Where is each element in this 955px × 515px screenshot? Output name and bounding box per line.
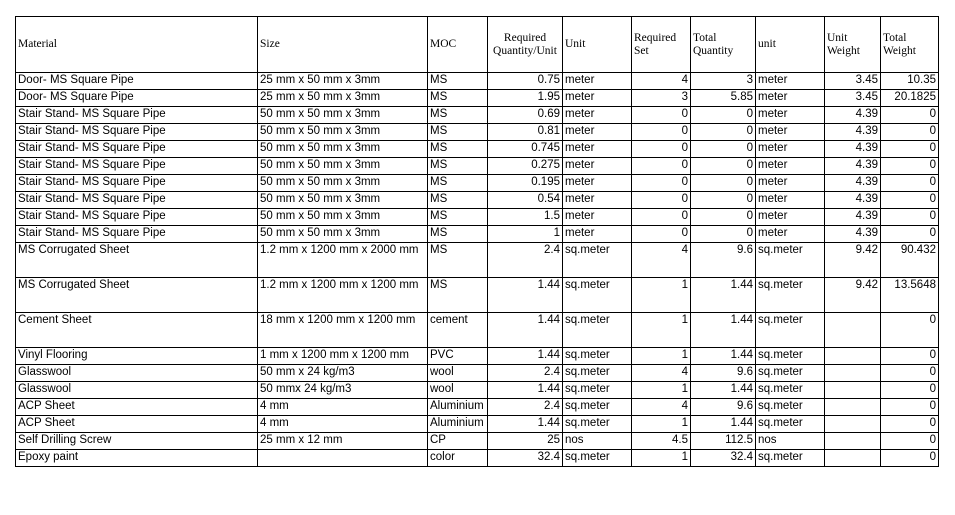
header-total-weight: Total Weight (881, 17, 939, 73)
moc-cell: MS (428, 278, 488, 313)
total-weight-cell: 0 (881, 175, 939, 192)
table-row (16, 365, 939, 382)
total-quantity-cell: 0 (691, 209, 756, 226)
moc-cell: PVC (428, 348, 488, 365)
total-weight-cell: 0 (881, 107, 939, 124)
unit-weight-cell (825, 416, 881, 433)
total-weight-cell: 0 (881, 158, 939, 175)
required-quantity-cell: 0.745 (488, 141, 563, 158)
required-quantity-cell: 1.44 (488, 382, 563, 399)
size-cell: 50 mm x 50 mm x 3mm (258, 192, 428, 209)
table-row (16, 226, 939, 243)
moc-cell: MS (428, 243, 488, 278)
required-quantity-cell: 1.95 (488, 90, 563, 107)
material-cell: Epoxy paint (16, 450, 258, 467)
total-quantity-cell: 1.44 (691, 416, 756, 433)
unit-weight-cell: 4.39 (825, 124, 881, 141)
required-set-cell: 4 (632, 365, 691, 382)
required-set-cell: 3 (632, 90, 691, 107)
total-quantity-cell: 0 (691, 141, 756, 158)
moc-cell: MS (428, 124, 488, 141)
total-quantity-cell: 9.6 (691, 399, 756, 416)
total-quantity-cell: 0 (691, 124, 756, 141)
table-row (16, 158, 939, 175)
total-quantity-cell: 1.44 (691, 348, 756, 365)
total-quantity-cell: 3 (691, 73, 756, 90)
header-size: Size (258, 17, 428, 73)
required-quantity-cell: 32.4 (488, 450, 563, 467)
total-quantity-cell: 0 (691, 226, 756, 243)
header-moc: MOC (428, 17, 488, 73)
table-row (16, 192, 939, 209)
material-cell: Glasswool (16, 382, 258, 399)
unit-cell: meter (563, 175, 632, 192)
material-cell: ACP Sheet (16, 399, 258, 416)
unit-cell: sq.meter (563, 348, 632, 365)
unit-2-cell: meter (756, 226, 825, 243)
header-required-set: Required Set (632, 17, 691, 73)
material-cell: Glasswool (16, 365, 258, 382)
unit-2-cell: sq.meter (756, 313, 825, 348)
unit-2-cell: sq.meter (756, 450, 825, 467)
material-cell: Stair Stand- MS Square Pipe (16, 158, 258, 175)
table-row (16, 107, 939, 124)
unit-weight-cell: 9.42 (825, 278, 881, 313)
unit-weight-cell: 3.45 (825, 90, 881, 107)
unit-2-cell: meter (756, 124, 825, 141)
moc-cell: MS (428, 158, 488, 175)
header-material: Material (16, 17, 258, 73)
required-quantity-cell: 0.195 (488, 175, 563, 192)
unit-2-cell: meter (756, 175, 825, 192)
table-row (16, 416, 939, 433)
material-cell: Vinyl Flooring (16, 348, 258, 365)
required-set-cell: 1 (632, 450, 691, 467)
unit-cell: meter (563, 124, 632, 141)
total-quantity-cell: 0 (691, 175, 756, 192)
moc-cell: MS (428, 209, 488, 226)
total-quantity-cell: 0 (691, 158, 756, 175)
unit-cell: sq.meter (563, 313, 632, 348)
total-weight-cell: 0 (881, 141, 939, 158)
total-quantity-cell: 9.6 (691, 365, 756, 382)
size-cell: 50 mm x 50 mm x 3mm (258, 124, 428, 141)
unit-weight-cell: 4.39 (825, 226, 881, 243)
total-weight-cell: 0 (881, 226, 939, 243)
unit-weight-cell (825, 433, 881, 450)
header-total-quantity: Total Quantity (691, 17, 756, 73)
unit-cell: sq.meter (563, 450, 632, 467)
table-row (16, 278, 939, 313)
material-cell: Stair Stand- MS Square Pipe (16, 192, 258, 209)
unit-2-cell: meter (756, 192, 825, 209)
unit-cell: meter (563, 107, 632, 124)
required-quantity-cell: 25 (488, 433, 563, 450)
unit-cell: meter (563, 226, 632, 243)
table-row (16, 450, 939, 467)
moc-cell: cement (428, 313, 488, 348)
table-row (16, 73, 939, 90)
total-quantity-cell: 1.44 (691, 313, 756, 348)
material-cell: Stair Stand- MS Square Pipe (16, 175, 258, 192)
unit-weight-cell: 4.39 (825, 158, 881, 175)
total-weight-cell: 0 (881, 433, 939, 450)
unit-cell: sq.meter (563, 399, 632, 416)
material-cell: ACP Sheet (16, 416, 258, 433)
header-row (16, 17, 939, 73)
unit-cell: meter (563, 141, 632, 158)
table-row (16, 243, 939, 278)
required-quantity-cell: 0.75 (488, 73, 563, 90)
moc-cell: MS (428, 175, 488, 192)
material-table (15, 16, 939, 467)
material-cell: Cement Sheet (16, 313, 258, 348)
header-unit: Unit (563, 17, 632, 73)
moc-cell: MS (428, 141, 488, 158)
table-row (16, 348, 939, 365)
material-cell: Stair Stand- MS Square Pipe (16, 141, 258, 158)
size-cell: 1.2 mm x 1200 mm x 1200 mm (258, 278, 428, 313)
size-cell: 50 mm x 24 kg/m3 (258, 365, 428, 382)
unit-2-cell: sq.meter (756, 382, 825, 399)
unit-cell: meter (563, 192, 632, 209)
required-set-cell: 1 (632, 416, 691, 433)
table-row (16, 124, 939, 141)
moc-cell: Aluminium (428, 416, 488, 433)
required-set-cell: 0 (632, 158, 691, 175)
material-cell: Stair Stand- MS Square Pipe (16, 124, 258, 141)
size-cell: 4 mm (258, 399, 428, 416)
required-quantity-cell: 2.4 (488, 365, 563, 382)
size-cell: 25 mm x 12 mm (258, 433, 428, 450)
required-set-cell: 0 (632, 175, 691, 192)
table-row (16, 90, 939, 107)
unit-cell: meter (563, 209, 632, 226)
unit-2-cell: nos (756, 433, 825, 450)
unit-cell: sq.meter (563, 243, 632, 278)
unit-2-cell: sq.meter (756, 278, 825, 313)
unit-2-cell: sq.meter (756, 416, 825, 433)
total-weight-cell: 13.5648 (881, 278, 939, 313)
unit-cell: sq.meter (563, 382, 632, 399)
unit-weight-cell (825, 450, 881, 467)
size-cell: 18 mm x 1200 mm x 1200 mm (258, 313, 428, 348)
table-row (16, 399, 939, 416)
total-weight-cell: 0 (881, 124, 939, 141)
total-weight-cell: 0 (881, 382, 939, 399)
total-quantity-cell: 112.5 (691, 433, 756, 450)
total-quantity-cell: 5.85 (691, 90, 756, 107)
total-weight-cell: 20.1825 (881, 90, 939, 107)
unit-weight-cell (825, 382, 881, 399)
unit-cell: meter (563, 158, 632, 175)
table-row (16, 382, 939, 399)
unit-cell: sq.meter (563, 278, 632, 313)
unit-cell: sq.meter (563, 416, 632, 433)
required-quantity-cell: 1 (488, 226, 563, 243)
total-quantity-cell: 9.6 (691, 243, 756, 278)
required-quantity-cell: 1.44 (488, 313, 563, 348)
unit-2-cell: meter (756, 90, 825, 107)
material-cell: Stair Stand- MS Square Pipe (16, 209, 258, 226)
unit-weight-cell (825, 399, 881, 416)
size-cell: 50 mm x 50 mm x 3mm (258, 141, 428, 158)
total-weight-cell: 0 (881, 209, 939, 226)
total-weight-cell: 0 (881, 192, 939, 209)
required-set-cell: 0 (632, 209, 691, 226)
required-set-cell: 0 (632, 124, 691, 141)
material-cell: Stair Stand- MS Square Pipe (16, 226, 258, 243)
moc-cell: color (428, 450, 488, 467)
total-quantity-cell: 1.44 (691, 278, 756, 313)
material-cell: Stair Stand- MS Square Pipe (16, 107, 258, 124)
total-weight-cell: 0 (881, 348, 939, 365)
unit-weight-cell: 4.39 (825, 107, 881, 124)
material-cell: Self Drilling Screw (16, 433, 258, 450)
required-quantity-cell: 0.54 (488, 192, 563, 209)
unit-weight-cell: 3.45 (825, 73, 881, 90)
size-cell: 50 mm x 50 mm x 3mm (258, 107, 428, 124)
unit-2-cell: meter (756, 158, 825, 175)
size-cell: 50 mm x 50 mm x 3mm (258, 209, 428, 226)
size-cell: 50 mmx 24 kg/m3 (258, 382, 428, 399)
moc-cell: MS (428, 107, 488, 124)
required-quantity-cell: 1.44 (488, 348, 563, 365)
material-cell: Door- MS Square Pipe (16, 73, 258, 90)
total-weight-cell: 0 (881, 313, 939, 348)
moc-cell: MS (428, 90, 488, 107)
required-set-cell: 1 (632, 278, 691, 313)
unit-2-cell: meter (756, 209, 825, 226)
moc-cell: Aluminium (428, 399, 488, 416)
unit-cell: meter (563, 73, 632, 90)
unit-weight-cell: 9.42 (825, 243, 881, 278)
moc-cell: MS (428, 226, 488, 243)
unit-weight-cell: 4.39 (825, 209, 881, 226)
unit-2-cell: meter (756, 141, 825, 158)
total-weight-cell: 10.35 (881, 73, 939, 90)
required-quantity-cell: 2.4 (488, 243, 563, 278)
unit-weight-cell (825, 365, 881, 382)
required-quantity-cell: 0.275 (488, 158, 563, 175)
required-set-cell: 1 (632, 382, 691, 399)
moc-cell: MS (428, 192, 488, 209)
total-weight-cell: 0 (881, 450, 939, 467)
required-quantity-cell: 1.44 (488, 416, 563, 433)
size-cell: 25 mm x 50 mm x 3mm (258, 90, 428, 107)
table-body (16, 73, 939, 467)
required-quantity-cell: 1.44 (488, 278, 563, 313)
unit-2-cell: meter (756, 107, 825, 124)
unit-2-cell: sq.meter (756, 365, 825, 382)
header-required-quantity: Required Quantity/Unit (488, 17, 563, 73)
required-set-cell: 4 (632, 399, 691, 416)
table-row (16, 313, 939, 348)
required-set-cell: 0 (632, 141, 691, 158)
size-cell: 25 mm x 50 mm x 3mm (258, 73, 428, 90)
moc-cell: MS (428, 73, 488, 90)
header-unit-weight: Unit Weight (825, 17, 881, 73)
required-set-cell: 0 (632, 107, 691, 124)
size-cell: 1 mm x 1200 mm x 1200 mm (258, 348, 428, 365)
unit-2-cell: sq.meter (756, 399, 825, 416)
size-cell: 50 mm x 50 mm x 3mm (258, 226, 428, 243)
unit-weight-cell (825, 313, 881, 348)
required-quantity-cell: 0.81 (488, 124, 563, 141)
required-set-cell: 1 (632, 313, 691, 348)
material-cell: MS Corrugated Sheet (16, 243, 258, 278)
table-row (16, 433, 939, 450)
required-quantity-cell: 1.5 (488, 209, 563, 226)
moc-cell: wool (428, 365, 488, 382)
total-quantity-cell: 1.44 (691, 382, 756, 399)
table-row (16, 175, 939, 192)
size-cell: 50 mm x 50 mm x 3mm (258, 158, 428, 175)
unit-weight-cell: 4.39 (825, 192, 881, 209)
unit-cell: meter (563, 90, 632, 107)
size-cell: 4 mm (258, 416, 428, 433)
required-set-cell: 4.5 (632, 433, 691, 450)
moc-cell: CP (428, 433, 488, 450)
total-quantity-cell: 32.4 (691, 450, 756, 467)
unit-cell: sq.meter (563, 365, 632, 382)
unit-cell: nos (563, 433, 632, 450)
unit-2-cell: meter (756, 73, 825, 90)
material-cell: Door- MS Square Pipe (16, 90, 258, 107)
table-row (16, 141, 939, 158)
required-quantity-cell: 0.69 (488, 107, 563, 124)
total-weight-cell: 90.432 (881, 243, 939, 278)
required-set-cell: 1 (632, 348, 691, 365)
material-cell: MS Corrugated Sheet (16, 278, 258, 313)
unit-2-cell: sq.meter (756, 243, 825, 278)
total-weight-cell: 0 (881, 416, 939, 433)
unit-weight-cell: 4.39 (825, 175, 881, 192)
required-set-cell: 0 (632, 192, 691, 209)
header-unit-2: unit (756, 17, 825, 73)
required-set-cell: 4 (632, 73, 691, 90)
required-quantity-cell: 2.4 (488, 399, 563, 416)
total-weight-cell: 0 (881, 399, 939, 416)
unit-weight-cell: 4.39 (825, 141, 881, 158)
table-row (16, 209, 939, 226)
unit-weight-cell (825, 348, 881, 365)
total-weight-cell: 0 (881, 365, 939, 382)
size-cell: 50 mm x 50 mm x 3mm (258, 175, 428, 192)
size-cell (258, 450, 428, 467)
unit-2-cell: sq.meter (756, 348, 825, 365)
required-set-cell: 0 (632, 226, 691, 243)
required-set-cell: 4 (632, 243, 691, 278)
total-quantity-cell: 0 (691, 107, 756, 124)
size-cell: 1.2 mm x 1200 mm x 2000 mm (258, 243, 428, 278)
moc-cell: wool (428, 382, 488, 399)
total-quantity-cell: 0 (691, 192, 756, 209)
